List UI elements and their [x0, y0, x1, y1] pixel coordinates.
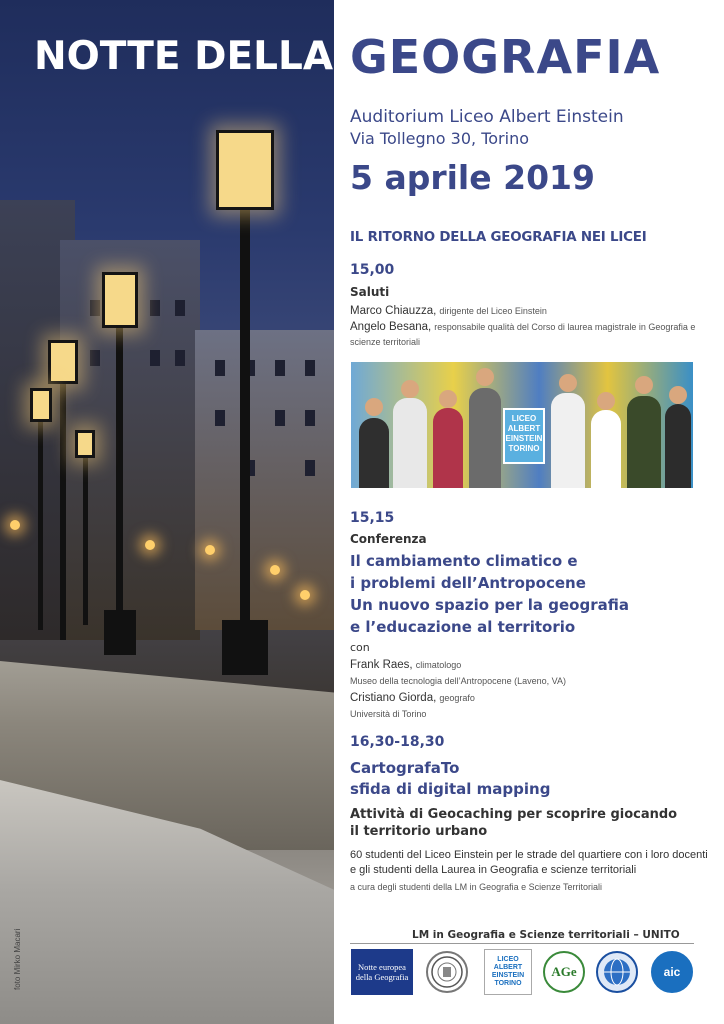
window — [175, 350, 185, 366]
sign-text: TORINO — [508, 444, 540, 453]
talk-title-line: Il cambiamento climatico e — [350, 552, 578, 570]
window — [215, 360, 225, 376]
talk-title-line: e l’educazione al territorio — [350, 618, 576, 636]
student-head — [401, 380, 419, 398]
street-light-glow — [145, 540, 155, 550]
speaker-role: dirigente del Liceo Einstein — [439, 306, 547, 316]
logo-text: AGe — [551, 964, 577, 979]
curated-by: a cura degli studenti della LM in Geografia e Scienze Territoriali — [350, 882, 602, 892]
speaker-name: Frank Raes, — [350, 659, 413, 671]
activity-description: Attività di Geocaching per scoprire giocando — [350, 807, 678, 822]
lamp-head — [75, 430, 95, 458]
session2-label: Conferenza — [350, 532, 427, 546]
window — [305, 460, 315, 476]
sign-text: EINSTEIN — [505, 434, 543, 443]
logo-text: EINSTEIN — [491, 972, 525, 979]
lamp-post — [116, 320, 123, 650]
window — [275, 410, 285, 426]
speaker-raes — [350, 659, 461, 671]
lamp-base — [104, 610, 136, 655]
university-seal-logo — [426, 951, 468, 993]
globe-association-logo — [596, 951, 638, 993]
lamp-post — [240, 200, 250, 670]
title-right: GEOGRAFIA — [350, 30, 661, 84]
speaker-chiauzza — [350, 305, 547, 317]
liceo-einstein-sign — [503, 408, 545, 464]
activity-title: CartografaTo — [350, 759, 460, 777]
activity-description: il territorio urbano — [350, 824, 488, 839]
age-association-logo — [543, 951, 585, 993]
session2-time: 15,15 — [350, 510, 395, 526]
street-light-glow — [300, 590, 310, 600]
window — [150, 350, 160, 366]
speaker-name: Angelo Besana, — [350, 321, 432, 333]
title-left: NOTTE DELLA — [34, 34, 334, 79]
photo-credit: foto Mirko Macari — [13, 928, 22, 990]
organizer-label: LM in Geografia e Scienze territoriali – UNITO — [412, 929, 680, 941]
notte-geografia-logo — [351, 949, 413, 995]
student-head — [559, 374, 577, 392]
venue-name: Auditorium Liceo Albert Einstein — [350, 107, 624, 127]
student-figure — [591, 410, 621, 488]
section-title: IL RITORNO DELLA GEOGRAFIA NEI LICEI — [350, 230, 647, 245]
student-head — [669, 386, 687, 404]
window — [150, 300, 160, 316]
globe-icon — [601, 956, 633, 988]
speaker-role: geografo — [439, 693, 475, 703]
speaker-affiliation: Università di Torino — [350, 709, 427, 719]
student-figure — [469, 388, 501, 488]
sign-text: LICEO — [511, 414, 537, 423]
sign-text: ALBERT — [507, 424, 541, 433]
window — [305, 410, 315, 426]
activity-subtitle: sfida di digital mapping — [350, 780, 551, 798]
logo-text: della Geografia — [355, 972, 409, 982]
speaker-affiliation: Museo della tecnologia dell’Antropocene (Laveno, VA) — [350, 676, 566, 686]
lamp-post — [83, 455, 88, 625]
window — [215, 410, 225, 426]
logo-text: LICEO — [497, 956, 519, 963]
logo-text: aic — [663, 965, 681, 979]
student-figure — [551, 393, 585, 488]
window — [90, 350, 100, 366]
session1-label: Saluti — [350, 285, 390, 299]
talk-title-line: i problemi dell’Antropocene — [350, 574, 586, 592]
student-head — [439, 390, 457, 408]
student-head — [597, 392, 615, 410]
footer-divider — [350, 943, 694, 944]
activity-details: e gli studenti della Laurea in Geografia e scienze territoriali — [350, 864, 637, 876]
speaker-name: Cristiano Giorda, — [350, 692, 437, 704]
window — [305, 360, 315, 376]
session3-time: 16,30-18,30 — [350, 734, 445, 750]
lamp-head — [48, 340, 78, 384]
street-light-glow — [10, 520, 20, 530]
student-figure — [665, 404, 691, 488]
speaker-role: responsabile qualità del Corso di laurea magistrale in Geografia e — [434, 322, 696, 332]
student-figure — [627, 396, 661, 488]
background-photo — [0, 0, 334, 1024]
lamp-base — [222, 620, 268, 675]
window — [275, 360, 285, 376]
lamp-post — [38, 420, 43, 630]
lamp-head — [30, 388, 52, 422]
student-head — [365, 398, 383, 416]
window — [90, 300, 100, 316]
speaker-name: Marco Chiauzza, — [350, 305, 437, 317]
venue-address: Via Tollegno 30, Torino — [350, 129, 530, 148]
lamp-head — [102, 272, 138, 328]
student-head — [635, 376, 653, 394]
speaker-role-continued: scienze territoriali — [350, 337, 421, 347]
event-date: 5 aprile 2019 — [350, 158, 595, 197]
student-figure — [359, 418, 389, 488]
logo-text: TORINO — [494, 980, 522, 987]
student-figure — [433, 408, 463, 488]
lamp-head — [216, 130, 274, 210]
student-head — [476, 368, 494, 386]
lamp-post — [60, 380, 66, 640]
student-figure — [393, 398, 427, 488]
aic-logo — [651, 951, 693, 993]
window — [175, 300, 185, 316]
activity-details: 60 studenti del Liceo Einstein per le strade del quartiere con i loro docenti — [350, 849, 708, 861]
seal-icon — [430, 955, 464, 989]
liceo-einstein-logo — [484, 949, 532, 995]
speaker-role: climatologo — [415, 660, 462, 670]
speaker-besana — [350, 321, 695, 333]
speaker-giorda — [350, 692, 475, 704]
logo-text: ALBERT — [493, 964, 523, 971]
students-photo — [351, 362, 693, 488]
logo-text: Notte europea — [358, 962, 406, 972]
session1-time: 15,00 — [350, 262, 395, 278]
talk-title-line: Un nuovo spazio per la geografia — [350, 596, 629, 614]
with-label: con — [350, 641, 370, 654]
street-light-glow — [205, 545, 215, 555]
street-light-glow — [270, 565, 280, 575]
